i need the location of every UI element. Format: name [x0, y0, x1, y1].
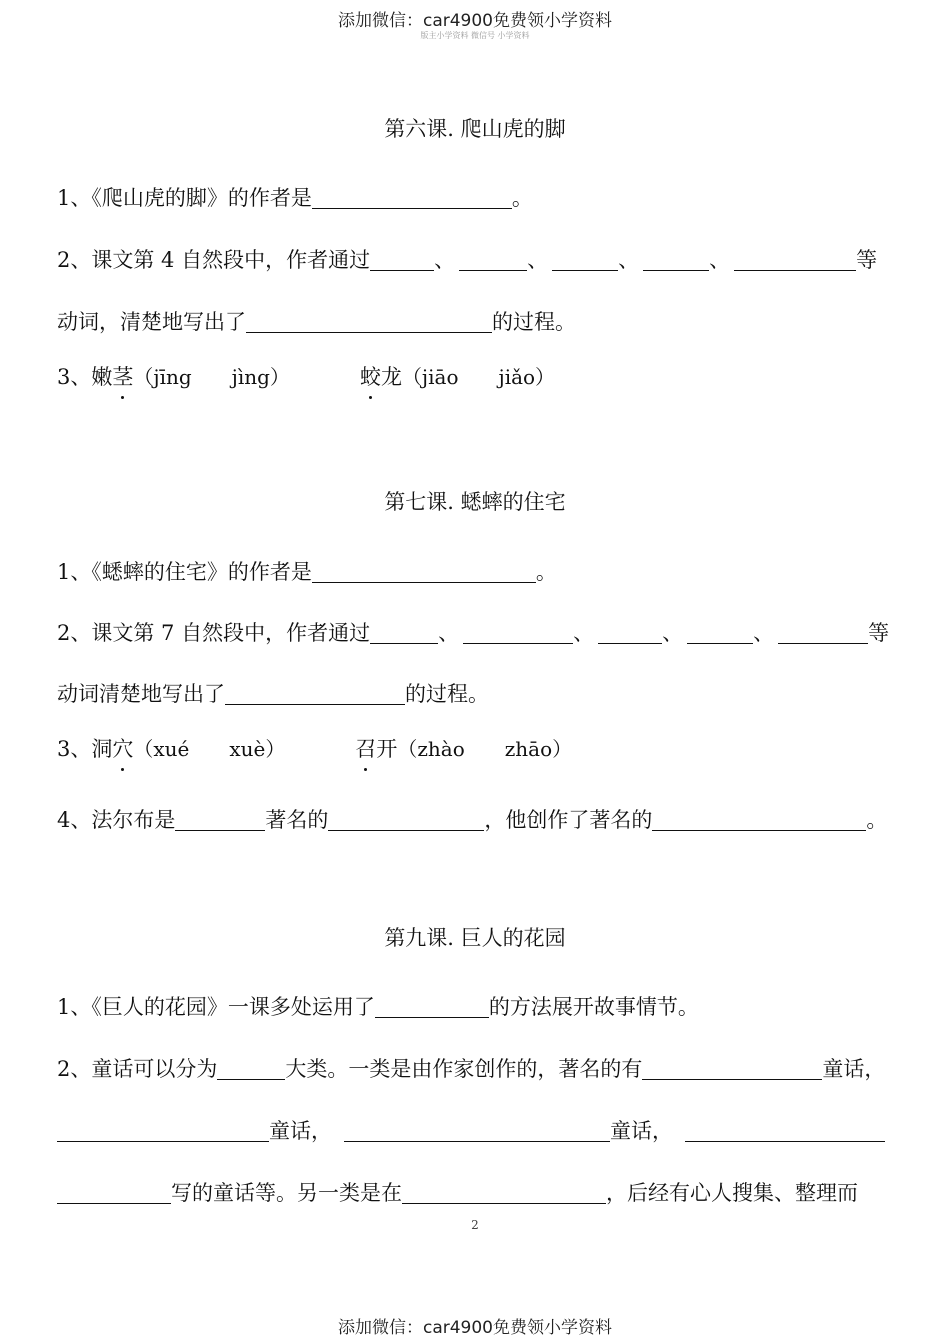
answer-blank[interactable] — [312, 560, 536, 583]
lesson7-q3 — [57, 733, 572, 763]
dotted-char: 茎 — [112, 361, 133, 391]
lesson7-title: 第七课. 蟋蟀的住宅 — [384, 490, 566, 514]
question-text: 童话， — [822, 1057, 886, 1081]
lesson9-q2 — [57, 1053, 885, 1083]
separator: 、 — [527, 248, 549, 272]
question-text: 童话， — [610, 1119, 673, 1143]
question-text: 1、《巨人的花园》一课多处运用了 — [57, 995, 375, 1019]
answer-blank[interactable] — [734, 248, 856, 271]
word-char: 洞 — [91, 737, 113, 761]
answer-blank[interactable] — [652, 808, 866, 831]
answer-blank[interactable] — [375, 995, 489, 1018]
lesson9-title: 第九课. 巨人的花园 — [384, 926, 566, 950]
lesson6-title: 第六课. 爬山虎的脚 — [384, 117, 566, 141]
question-text: 。 — [511, 186, 533, 210]
lesson6-q2 — [57, 244, 877, 274]
answer-blank[interactable] — [685, 1119, 885, 1142]
question-text: ，后经有心人搜集、整理而 — [606, 1181, 858, 1205]
separator: 、 — [434, 248, 456, 272]
separator: 、 — [438, 621, 460, 645]
watermark-subtext: 版主小学资料 微信号 小学资料 — [420, 31, 530, 40]
answer-blank[interactable] — [57, 1119, 269, 1142]
question-text: 动词清楚地写出了 — [57, 682, 225, 706]
lesson7-q1 — [57, 556, 557, 586]
watermark-top: 添加微信：car4900免费领小学资料 — [337, 11, 613, 31]
question-text: 的方法展开故事情节。 — [488, 995, 699, 1019]
page-number: 2 — [471, 1218, 479, 1232]
answer-blank[interactable] — [778, 621, 868, 644]
dotted-char: 穴 — [112, 733, 133, 763]
question-text: ，他创作了著名的 — [484, 808, 653, 832]
pinyin-choices: （jīng jìng） — [133, 365, 290, 389]
question-text: 4、法尔布是 — [57, 808, 176, 832]
lesson6-q3 — [57, 361, 555, 391]
answer-blank[interactable] — [344, 1119, 610, 1142]
watermark-bottom: 添加微信：car4900免费领小学资料 — [337, 1318, 613, 1338]
answer-blank[interactable] — [459, 248, 527, 271]
word-char: 龙 — [380, 365, 402, 389]
answer-blank[interactable] — [312, 186, 512, 209]
question-text: 等 — [868, 621, 890, 645]
answer-blank[interactable] — [643, 248, 709, 271]
question-text: 1、《爬山虎的脚》的作者是 — [57, 186, 312, 210]
separator: 、 — [662, 621, 684, 645]
answer-blank[interactable] — [642, 1057, 822, 1080]
word-char: 开 — [376, 737, 398, 761]
dotted-char: 蛟 — [360, 361, 381, 391]
question-text: 等 — [856, 248, 878, 272]
question-text: 2、课文第 4 自然段中，作者通过 — [57, 248, 371, 272]
answer-blank[interactable] — [598, 621, 662, 644]
pinyin-choices: （zhào zhāo） — [397, 737, 573, 761]
question-text: 大类。一类是由作家创作的，著名的有 — [285, 1057, 643, 1081]
answer-blank[interactable] — [225, 682, 405, 705]
answer-blank[interactable] — [217, 1057, 285, 1080]
lesson6-q2-continued — [57, 306, 576, 336]
answer-blank[interactable] — [328, 808, 484, 831]
question-text: 著名的 — [265, 808, 329, 832]
answer-blank[interactable] — [57, 1181, 171, 1204]
separator: 、 — [753, 621, 775, 645]
pinyin-choices: （jiāo jiǎo） — [401, 365, 556, 389]
answer-blank[interactable] — [246, 310, 492, 333]
question-number: 3、 — [57, 365, 92, 389]
lesson7-q4 — [57, 804, 887, 834]
question-text: 。 — [866, 808, 888, 832]
answer-blank[interactable] — [370, 248, 434, 271]
separator: 、 — [709, 248, 731, 272]
question-text: 写的童话等。另一类是在 — [171, 1181, 402, 1205]
lesson7-q2 — [57, 617, 889, 647]
question-text: 的过程。 — [405, 682, 489, 706]
lesson9-q2-line2 — [57, 1115, 885, 1145]
question-text: 2、课文第 7 自然段中，作者通过 — [57, 621, 371, 645]
question-text: 的过程。 — [492, 310, 576, 334]
word-char: 嫩 — [91, 365, 113, 389]
question-text: 动词，清楚地写出了 — [57, 310, 246, 334]
pinyin-choices: （xué xuè） — [133, 737, 286, 761]
question-text: 2、童话可以分为 — [57, 1057, 218, 1081]
lesson7-q2-continued — [57, 678, 489, 708]
answer-blank[interactable] — [463, 621, 573, 644]
lesson6-q1 — [57, 182, 533, 212]
question-text: 1、《蟋蟀的住宅》的作者是 — [57, 560, 312, 584]
answer-blank[interactable] — [402, 1181, 606, 1204]
lesson9-q2-line3 — [57, 1177, 858, 1207]
separator: 、 — [618, 248, 640, 272]
answer-blank[interactable] — [370, 621, 438, 644]
question-text: 。 — [535, 560, 557, 584]
question-text: 童话， — [269, 1119, 332, 1143]
separator: 、 — [573, 621, 595, 645]
dotted-char: 召 — [355, 733, 376, 763]
answer-blank[interactable] — [687, 621, 753, 644]
lesson9-q1 — [57, 991, 699, 1021]
answer-blank[interactable] — [175, 808, 265, 831]
question-number: 3、 — [57, 737, 92, 761]
answer-blank[interactable] — [552, 248, 618, 271]
